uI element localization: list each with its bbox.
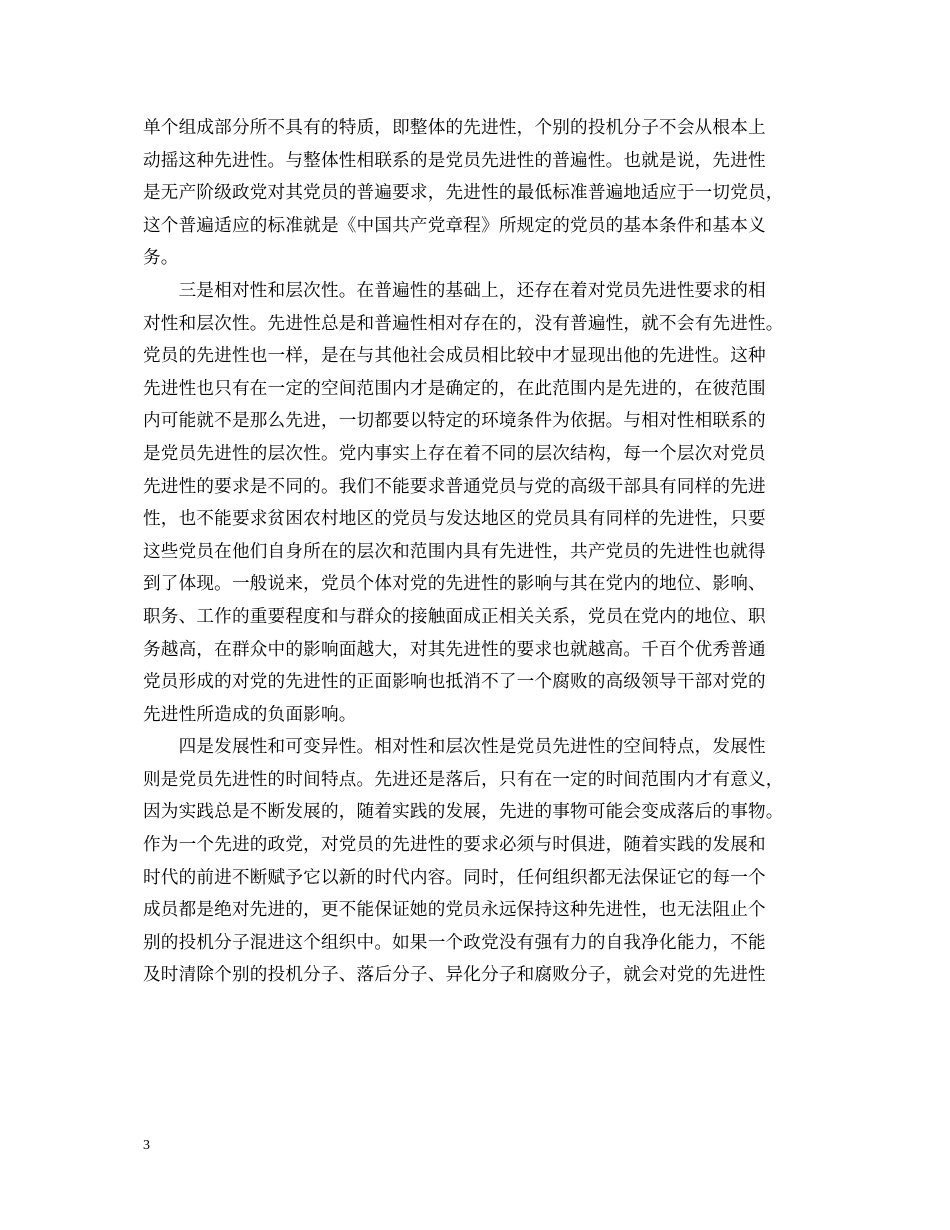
text-line: 职务、工作的重要程度和与群众的接触面成正相关关系，党员在党内的地位、职 (143, 606, 766, 627)
text-line: 是党员先进性的层次性。党内事实上存在着不同的层次结构，每一个层次对党员 (143, 443, 766, 464)
text-line: 则是党员先进性的时间特点。先进还是落后，只有在一定的时间范围内才有意义， (143, 769, 784, 790)
text-line: 党员形成的对党的先进性的正面影响也抵消不了一个腐败的高级领导干部对党的 (143, 672, 766, 693)
text-line: 四是发展性和可变异性。相对性和层次性是党员先进性的空间特点，发展性 (143, 737, 766, 758)
text-line: 先进性的要求是不同的。我们不能要求普通党员与党的高级干部具有同样的先进 (143, 476, 766, 497)
text-line: 这个普遍适应的标准就是《中国共产党章程》所规定的党员的基本条件和基本义 (143, 215, 766, 236)
text-line: 及时清除个别的投机分子、落后分子、异化分子和腐败分子，就会对党的先进性 (143, 965, 766, 986)
text-line: 内可能就不是那么先进，一切都要以特定的环境条件为依据。与相对性相联系的 (143, 411, 766, 432)
text-line: 务越高，在群众中的影响面越大，对其先进性的要求也就越高。千百个优秀普通 (143, 639, 766, 660)
text-line: 这些党员在他们自身所在的层次和范围内具有先进性，共产党员的先进性也就得 (143, 541, 766, 562)
page-number: 3 (143, 1138, 150, 1153)
text-line: 动摇这种先进性。与整体性相联系的是党员先进性的普遍性。也就是说，先进性 (143, 150, 766, 171)
text-line: 先进性所造成的负面影响。 (143, 704, 357, 725)
text-line: 三是相对性和层次性。在普遍性的基础上，还存在着对党员先进性要求的相 (143, 280, 766, 301)
text-line: 先进性也只有在一定的空间范围内才是确定的，在此范围内是先进的，在彼范围 (143, 378, 766, 399)
text-line: 到了体现。一般说来，党员个体对党的先进性的影响与其在党内的地位、影响、 (143, 574, 766, 595)
text-line: 性，也不能要求贫困农村地区的党员与发达地区的党员具有同样的先进性，只要 (143, 509, 766, 530)
text-line: 作为一个先进的政党，对党员的先进性的要求必须与时俱进，随着实践的发展和 (143, 835, 766, 856)
text-line: 务。 (143, 248, 179, 269)
paragraph-2 (143, 275, 815, 731)
text-line: 对性和层次性。先进性总是和普遍性相对存在的，没有普遍性，就不会有先进性。 (143, 313, 784, 334)
text-line: 因为实践总是不断发展的，随着实践的发展，先进的事物可能会变成落后的事物。 (143, 802, 784, 823)
paragraph-1 (143, 112, 815, 275)
paragraph-3 (143, 731, 815, 992)
text-line: 是无产阶级政党对其党员的普遍要求，先进性的最低标准普遍地适应于一切党员， (143, 183, 784, 204)
text-line: 单个组成部分所不具有的特质，即整体的先进性，个别的投机分子不会从根本上 (143, 118, 766, 138)
text-line: 别的投机分子混进这个组织中。如果一个政党没有强有力的自我净化能力，不能 (143, 932, 766, 953)
text-line: 时代的前进不断赋予它以新的时代内容。同时，任何组织都无法保证它的每一个 (143, 867, 766, 888)
text-line: 成员都是绝对先进的，更不能保证她的党员永远保持这种先进性，也无法阻止个 (143, 900, 766, 921)
body-text (143, 112, 815, 992)
text-line: 党员的先进性也一样，是在与其他社会成员相比较中才显现出他的先进性。这种 (143, 346, 766, 367)
